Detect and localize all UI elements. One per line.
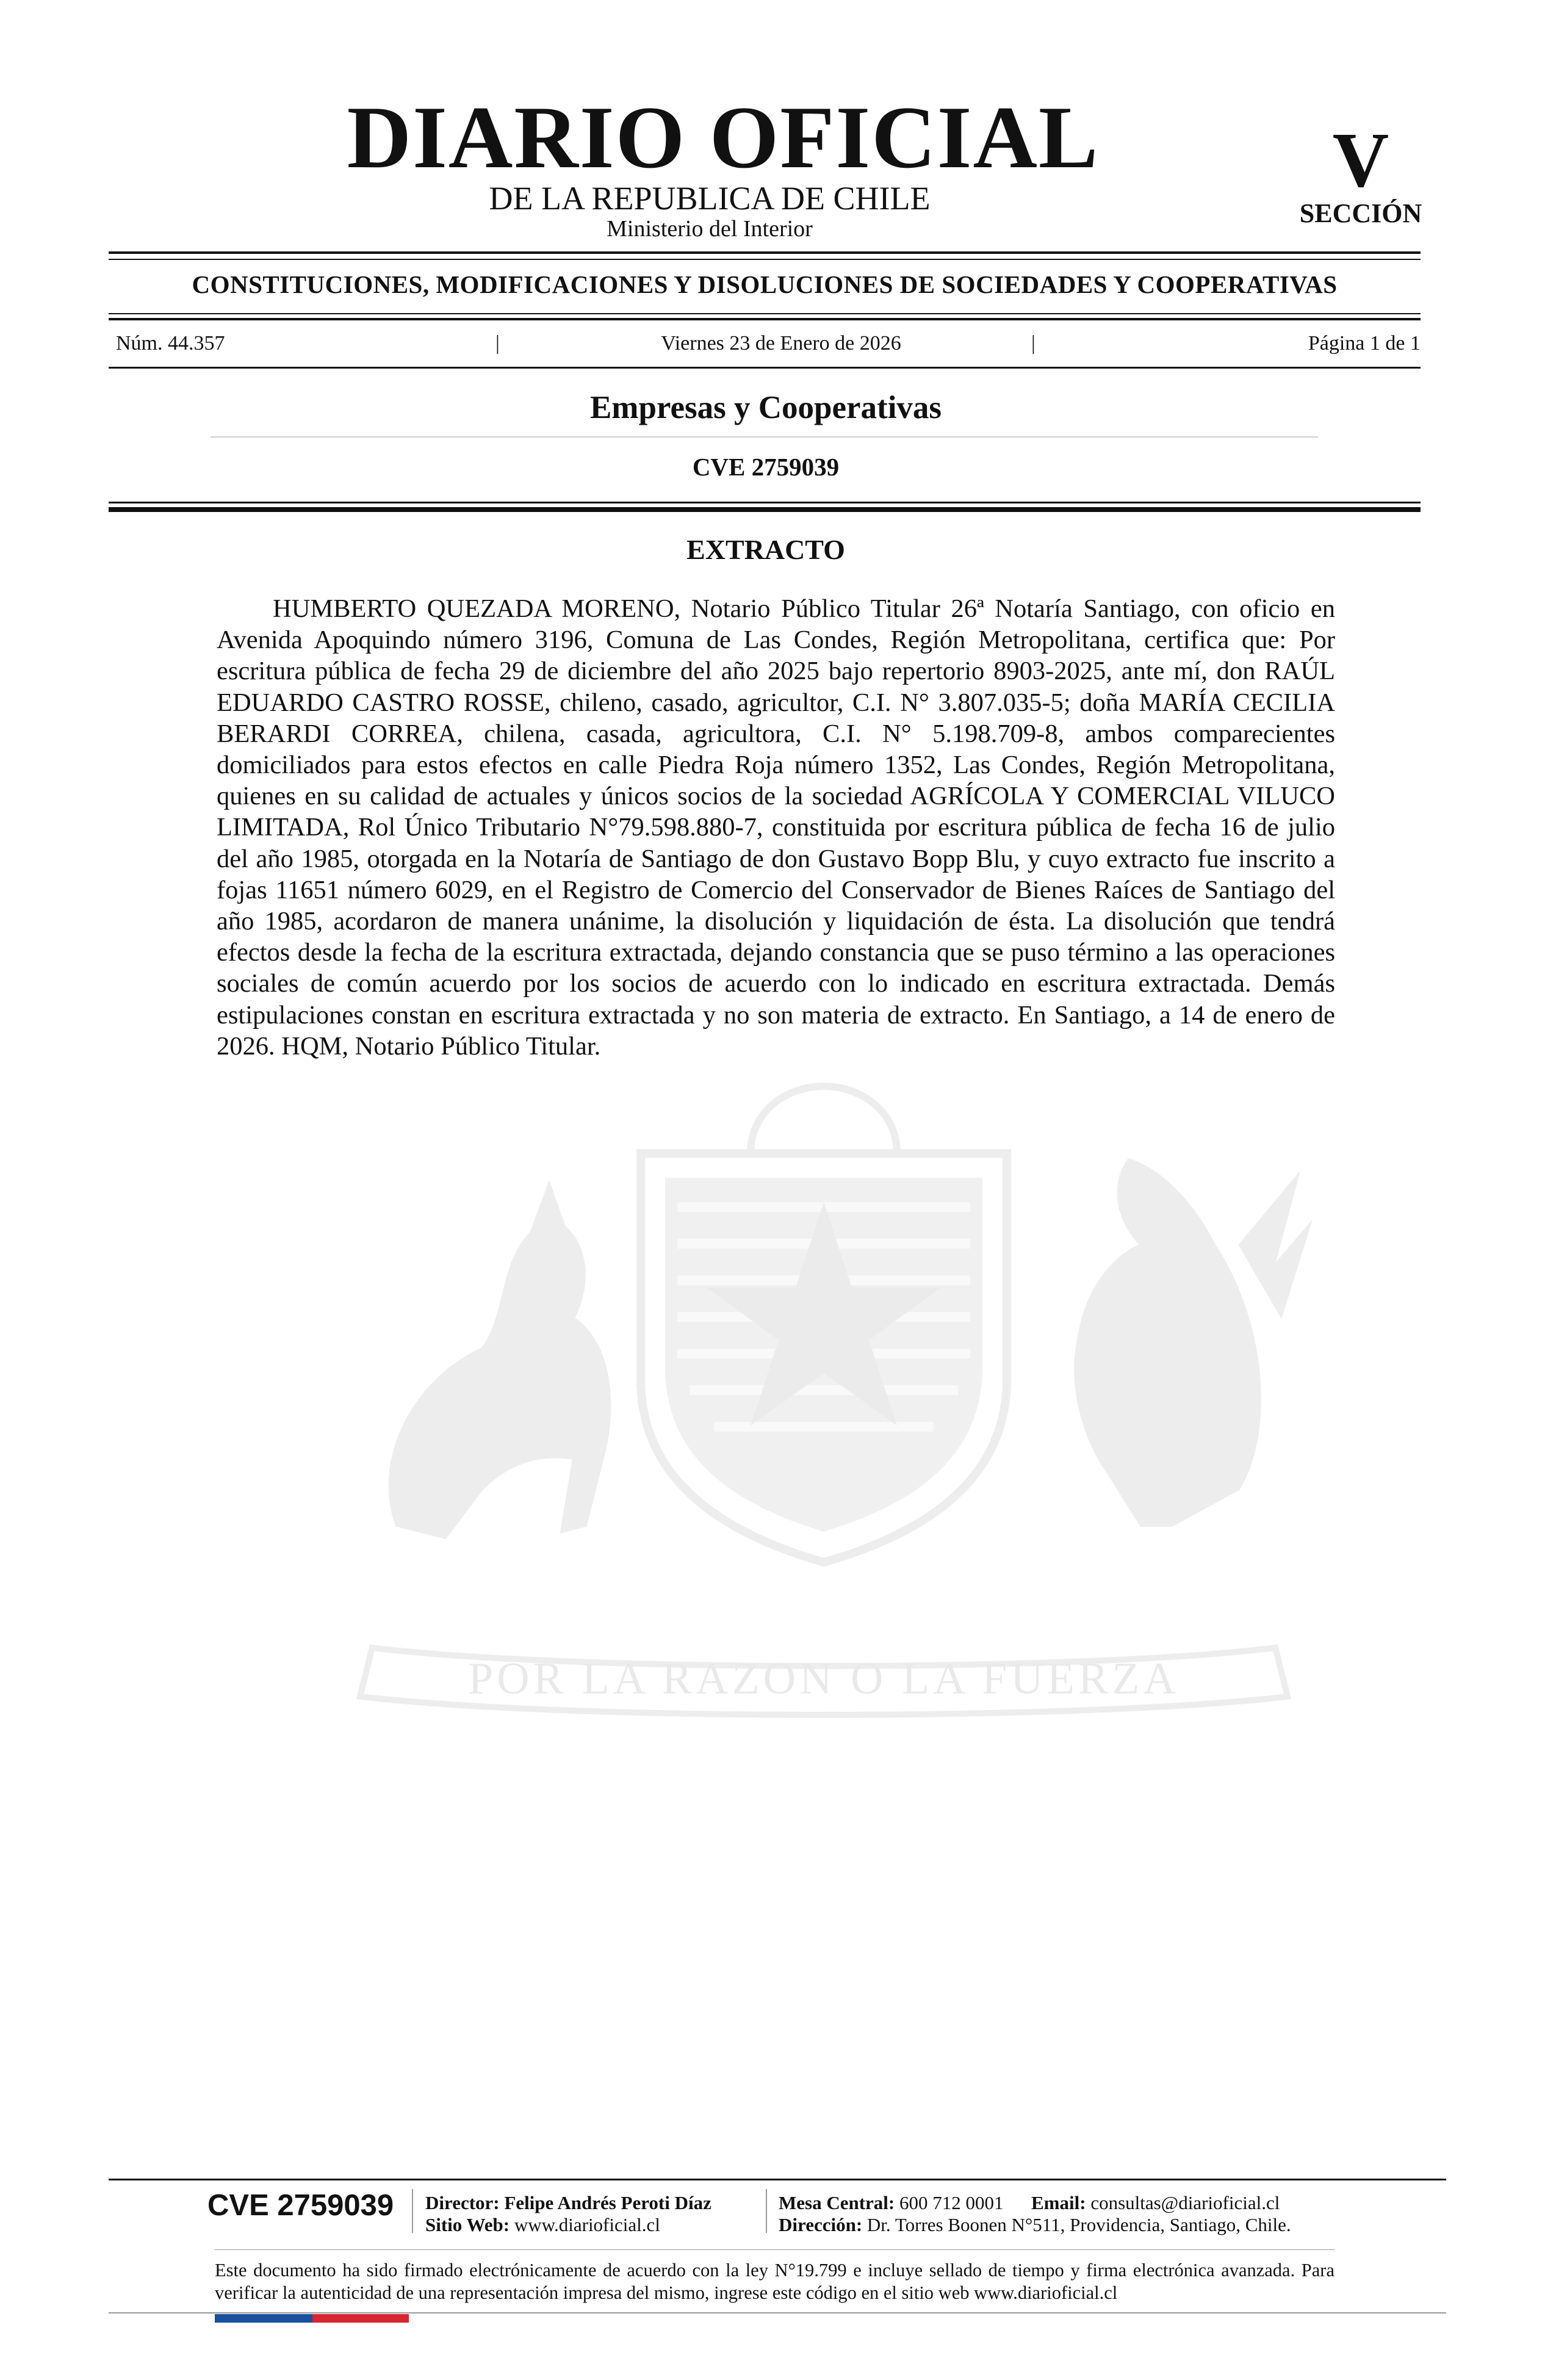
watermark-motto: POR LA RAZON O LA FUERZA — [468, 1654, 1180, 1704]
issue-date: Viernes 23 de Enero de 2026 — [661, 332, 901, 355]
document-cve: CVE 2759039 — [692, 453, 840, 481]
coat-of-arms-icon — [323, 1062, 1324, 1721]
phone-label: Mesa Central: — [779, 2192, 895, 2213]
footer-cve: CVE 2759039 — [207, 2189, 394, 2222]
extract-body: HUMBERTO QUEZADA MORENO, Notario Público Titular 26ª Notaría Santiago, con oficio en Avenida Apoquindo número 3196, Comuna de Las Condes, Región Metropolitana, certifica que: Por escritura pública de fecha 29 de diciembre del año 2025 bajo repertorio 8903-2025, ante mí, don RAÚL EDUARDO CASTRO ROSSE, chileno, casado, agricultor, C.I. N° 3.807.035-5; doña MARÍA CECILIA BERARDI CORREA, chilena, casada, agricultora, C.I. N° 5.198.709-8, ambos comparecientes domiciliados para estos efectos en calle Piedra Roja número 1352, Las Condes, Región Metropolitana, quienes en su calidad de actuales y únicos socios de la sociedad AGRÍCOLA Y COMERCIAL VILUCO LIMITADA, Rol Único Tributario N°79.598.880-7, constituida por escritura pública de fecha 16 de julio del año 1985, otorgada en la Notaría de Santiago de don Gustavo Bopp Blu, y cuyo extracto fue inscrito a fojas 11651 número 6029, en el Registro de Comercio del Conservador de Bienes Raíces de Santiago del año 1985, acordaron de manera unánime, la disolución y liquidación de ésta. La disolución que tendrá efectos desde la fecha de la escritura extractada, dejando constancia que se puso término a las operaciones sociales de común acuerdo por los socios de acuerdo con lo indicado en escritura extractada. Demás estipulaciones constan en escritura extractada y no son materia de extracto. En Santiago, a 14 de enero de 2026. HQM, Notario Público Titular. — [217, 594, 1335, 1061]
footer-director — [425, 2193, 711, 2212]
flag-stripe-red — [312, 2314, 409, 2323]
email-link[interactable]: consultas@diarioficial.cl — [1090, 2192, 1280, 2213]
category-title: CONSTITUCIONES, MODIFICACIONES Y DISOLUCIONES DE SOCIEDADES Y COOPERATIVAS — [192, 270, 1338, 298]
footer-divider — [412, 2189, 413, 2233]
footer-contact — [779, 2193, 1280, 2212]
section-label: SECCIÓN — [1299, 198, 1422, 228]
section-numeral: V — [1332, 117, 1389, 203]
issue-number: Núm. 44.357 — [116, 332, 225, 355]
extract-heading: EXTRACTO — [686, 534, 845, 565]
issue-rule — [109, 367, 1421, 369]
website-label: Sitio Web: — [425, 2214, 510, 2235]
body-rule — [109, 502, 1421, 503]
address-label: Dirección: — [779, 2214, 863, 2235]
header-rule — [109, 313, 1421, 314]
footer-divider — [766, 2189, 767, 2233]
body-rule — [109, 507, 1421, 512]
phone-value: 600 712 0001 — [899, 2192, 1004, 2213]
header-rule — [109, 318, 1421, 320]
issue-separator: | — [1031, 332, 1036, 355]
email-label: Email: — [1031, 2192, 1086, 2213]
header-rule — [109, 259, 1421, 260]
issue-separator: | — [495, 332, 500, 355]
director-label: Director: — [425, 2192, 500, 2213]
category-divider — [211, 436, 1318, 438]
masthead-title: DIARIO OFICIAL — [347, 88, 1100, 187]
document-category: Empresas y Cooperativas — [589, 390, 942, 425]
header-rule — [109, 251, 1421, 254]
masthead-subtitle: DE LA REPUBLICA DE CHILE — [489, 180, 931, 217]
footer-thin-rule — [215, 2249, 1334, 2250]
footer-rule — [109, 2179, 1446, 2180]
address-value: Dr. Torres Boonen N°511, Providencia, Santiago, Chile. — [866, 2214, 1291, 2235]
footer-notice: Este documento ha sido firmado electrónicamente de acuerdo con la ley N°19.799 e incluye sellado de tiempo y firma electrónica avanzada. Para verificar la autenticidad de una representación impresa del mismo, ingrese este código en el sitio web www.diarioficial.cl — [215, 2260, 1334, 2303]
footer-address — [779, 2215, 1291, 2234]
footer-website — [425, 2215, 660, 2234]
masthead-ministry: Ministerio del Interior — [607, 216, 813, 242]
flag-stripe-blue — [215, 2314, 312, 2323]
issue-page: Página 1 de 1 — [1308, 332, 1421, 355]
footer-bottom-rule — [109, 2312, 1446, 2313]
director-value: Felipe Andrés Peroti Díaz — [504, 2192, 711, 2213]
website-link[interactable]: www.diarioficial.cl — [514, 2214, 660, 2235]
